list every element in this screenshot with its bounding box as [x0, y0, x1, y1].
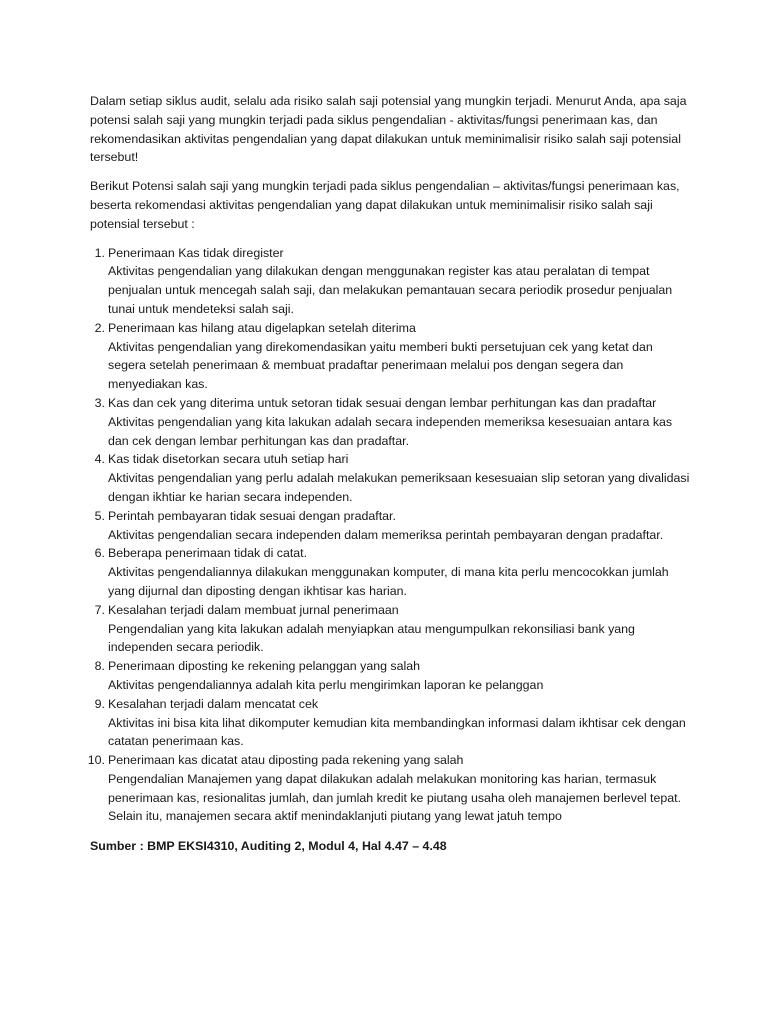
list-item-title: Kas tidak disetorkan secara utuh setiap hari — [108, 452, 349, 467]
list-item-title: Penerimaan kas hilang atau digelapkan setelah diterima — [108, 320, 416, 335]
list-item — [90, 601, 692, 657]
source-citation: Sumber : BMP EKSI4310, Auditing 2, Modul 4, Hal 4.47 – 4.48 — [90, 839, 447, 854]
list-item-number: 10. — [87, 753, 105, 768]
list-item-description: Aktivitas pengendalian yang direkomendasikan yaitu memberi bukti persetujuan cek yang ketat dan segera setelah penerimaan & membuat pradaftar penerimaan melalui pos dengan segera dan menyediakan kas. — [108, 339, 653, 392]
list-item — [90, 695, 692, 751]
list-item-title: Kesalahan terjadi dalam mencatat cek — [108, 696, 319, 711]
list-item — [90, 319, 692, 394]
list-item-description: Pengendalian Manajemen yang dapat dilakukan adalah melakukan monitoring kas harian, termasuk penerimaan kas, resionalitas jumlah, dan jumlah kredit ke piutang usaha oleh manajemen berlevel tepat. Selain itu, manajemen secara aktif menindaklanjuti piutang yang lewat jatuh tempo — [108, 771, 682, 824]
list-item-number: 1. — [94, 245, 105, 260]
list-item-title: Penerimaan kas dicatat atau diposting pada rekening yang salah — [108, 753, 464, 768]
list-item-number: 8. — [94, 659, 105, 674]
list-item-description: Aktivitas pengendaliannya dilakukan menggunakan komputer, di mana kita perlu mencocokkan jumlah yang dijurnal dan diposting dengan ikhtisar kas harian. — [108, 565, 669, 598]
list-item — [87, 751, 692, 826]
list-item-description: Aktivitas pengendaliannya adalah kita perlu mengirimkan laporan ke pelanggan — [108, 677, 544, 692]
list-item-number: 4. — [94, 452, 105, 467]
list-item-description: Aktivitas pengendalian secara independen dalam memeriksa perintah pembayaran dengan pradaftar. — [108, 527, 664, 542]
list-item — [90, 394, 692, 450]
misstatement-list — [87, 244, 692, 827]
list-item — [90, 657, 692, 695]
list-item-title: Kesalahan terjadi dalam membuat jurnal penerimaan — [108, 602, 399, 617]
answer-intro-paragraph: Berikut Potensi salah saji yang mungkin terjadi pada siklus pengendalian – aktivitas/fungsi penerimaan kas, beserta rekomendasi aktivitas pengendalian yang dapat dilakukan untuk meminimalisir risiko salah saji potensial tersebut : — [90, 179, 680, 231]
list-item-title: Beberapa penerimaan tidak di catat. — [108, 546, 308, 561]
list-item-number: 9. — [94, 696, 105, 711]
list-item-description: Aktivitas pengendalian yang perlu adalah melakukan pemeriksaan kesesuaian slip setoran yang divalidasi dengan ikhtiar ke harian secara independen. — [108, 471, 690, 504]
list-item-title: Penerimaan diposting ke rekening pelanggan yang salah — [108, 659, 421, 674]
list-item-title: Perintah pembayaran tidak sesuai dengan pradaftar. — [108, 508, 396, 523]
list-item-title: Kas dan cek yang diterima untuk setoran tidak sesuai dengan lembar perhitungan kas dan pradaftar — [108, 395, 657, 410]
list-item-description: Pengendalian yang kita lakukan adalah menyiapkan atau mengumpulkan rekonsiliasi bank yang independen secara periodik. — [108, 621, 635, 655]
question-paragraph: Dalam setiap siklus audit, selalu ada risiko salah saji potensial yang mungkin terjadi. Menurut Anda, apa saja potensi salah saji yang mungkin terjadi pada siklus pengendalian - aktivitas/fungsi penerimaan kas, dan rekomendasikan aktivitas pengendalian yang dapat dilakukan untuk meminimalisir risiko salah saji potensial tersebut! — [90, 94, 687, 165]
list-item-description: Aktivitas ini bisa kita lihat dikomputer kemudian kita membandingkan informasi dalam ikhtisar cek dengan catatan penerimaan kas. — [108, 715, 686, 749]
list-item-description: Aktivitas pengendalian yang dilakukan dengan menggunakan register kas atau peralatan di tempat penjualan untuk mencegah salah saji, dan melakukan pemantauan secara periodik prosedur penjualan tunai untuk mendeteksi salah saji. — [108, 264, 673, 316]
list-item — [90, 450, 692, 506]
list-item — [90, 244, 692, 319]
list-item-number: 6. — [94, 546, 105, 561]
list-item-title: Penerimaan Kas tidak diregister — [108, 245, 284, 260]
list-item — [90, 507, 692, 545]
list-item-number: 2. — [94, 320, 105, 335]
list-item-description: Aktivitas pengendalian yang kita lakukan adalah secara independen memeriksa kesesuaian antara kas dan cek dengan lembar perhitungan kas dan pradaftar. — [108, 414, 673, 448]
list-item-number: 3. — [94, 395, 105, 410]
list-item-number: 7. — [94, 602, 105, 617]
list-item — [90, 544, 692, 600]
list-item-number: 5. — [94, 508, 105, 523]
document-page — [87, 92, 692, 856]
